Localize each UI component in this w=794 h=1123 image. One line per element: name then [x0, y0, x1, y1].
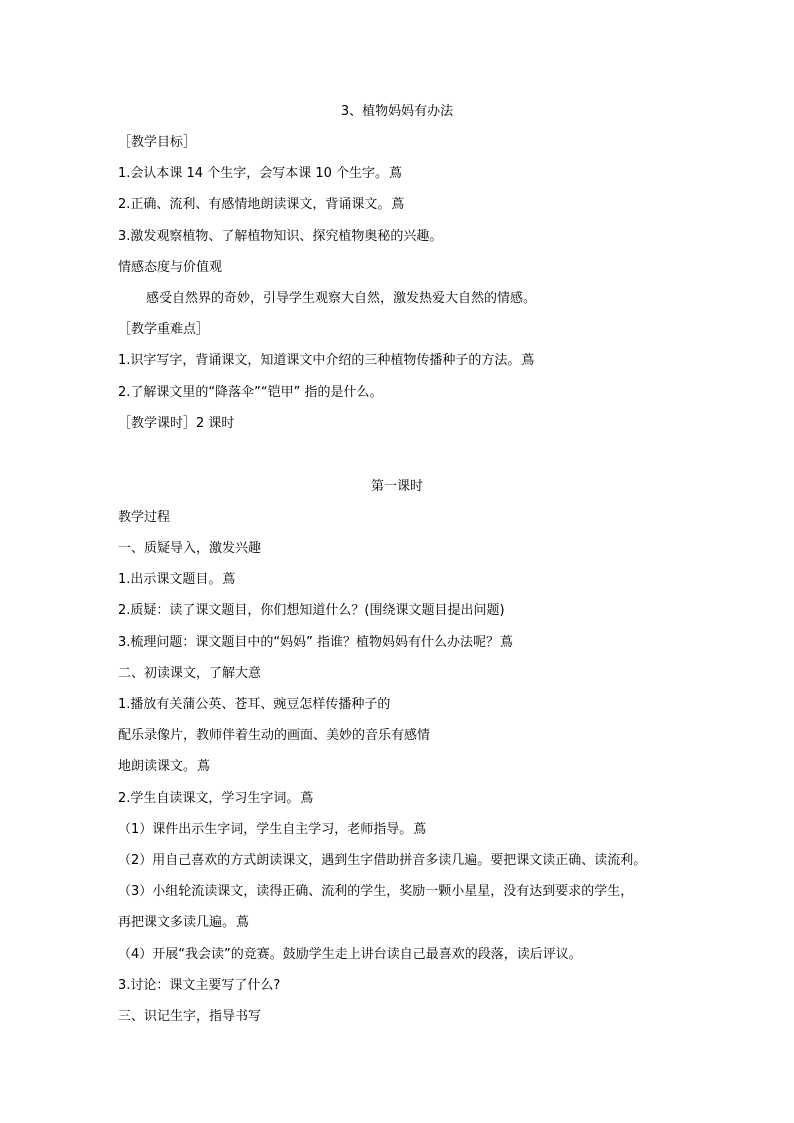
key-points-heading: ［教学重难点］ [118, 322, 210, 337]
section-item: 2.质疑：读了课文题目，你们想知道什么？(围绕课文题目提出问题) [118, 603, 505, 618]
sub-item: （4）开展“我会读”的竞赛。鼓励学生走上讲台读自己最喜欢的段落，读后评议。 [118, 947, 582, 962]
section-item-text: 2.学生自读课文，学习生字词。 [118, 791, 300, 806]
section-item-line [118, 759, 210, 775]
section-item-text: 地朗读课文。 [118, 759, 197, 774]
process-heading: 教学过程 [118, 510, 171, 525]
periods-line: ［教学课时］2 课时 [118, 416, 235, 431]
key-point-item [118, 353, 534, 369]
sub-item: （3）小组轮流读课文，读得正确、流利的学生，奖励一颗小星星，没有达到要求的学生， [118, 884, 634, 899]
mark-glyph: 蔦 [236, 915, 250, 930]
mark-glyph: 蔦 [300, 791, 314, 806]
objectives-heading: ［教学目标］ [118, 135, 197, 150]
section-item-text: 1.出示课文题目。 [118, 572, 222, 587]
key-point-text: 1.识字写字，背诵课文，知道课文中介绍的三种植物传播种子的方法。 [118, 353, 521, 368]
mark-glyph: 蔦 [197, 759, 211, 774]
values-text: 感受自然界的奇妙，引导学生观察大自然，激发热爱大自然的情感。 [146, 291, 537, 306]
objective-text: 1.会认本课 14 个生字，会写本课 10 个生字。 [118, 166, 389, 181]
objective-item: 3.激发观察植物、了解植物知识、探究植物奥秘的兴趣。 [118, 229, 443, 244]
section-item-text: 3.梳理问题：课文题目中的“妈妈” 指谁？植物妈妈有什么办法呢？ [118, 635, 500, 650]
sub-item-text: （1）课件出示生字词，学生自主学习，老师指导。 [118, 822, 413, 837]
key-point-item: 2.了解课文里的“降落伞”“铠甲” 指的是什么。 [118, 385, 383, 400]
section-heading: 一、质疑导入，激发兴趣 [118, 541, 262, 556]
section-heading: 二、初读课文，了解大意 [118, 666, 262, 681]
objective-item [118, 197, 404, 213]
sub-item: （2）用自己喜欢的方式朗读课文，遇到生字借助拼音多读几遍。要把课文读正确、读流利。 [118, 853, 647, 868]
sub-item-continuation [118, 915, 249, 931]
mark-glyph: 蔦 [500, 635, 514, 650]
section-item [118, 791, 313, 807]
document-title: 3、植物妈妈有办法 [340, 104, 454, 119]
section-heading: 三、识记生字，指导书写 [118, 1009, 262, 1024]
lesson-title: 第一课时 [370, 479, 423, 494]
mark-glyph: 蔦 [391, 197, 405, 212]
objective-item [118, 166, 402, 182]
objective-text: 2.正确、流利、有感情地朗读课文，背诵课文。 [118, 197, 391, 212]
mark-glyph: 蔦 [413, 822, 427, 837]
section-item-line: 1.播放有关蒲公英、苍耳、豌豆怎样传播种子的 [118, 697, 391, 712]
section-item-line: 配乐录像片，教师伴着生动的画面、美妙的音乐有感情 [118, 728, 431, 743]
section-item: 3.讨论：课文主要写了什么? [118, 978, 281, 993]
mark-glyph: 蔦 [521, 353, 535, 368]
values-heading: 情感态度与价值观 [118, 260, 223, 275]
mark-glyph: 蔦 [389, 166, 403, 181]
sub-item [118, 822, 426, 838]
section-item [118, 635, 513, 651]
mark-glyph: 蔦 [222, 572, 236, 587]
section-item [118, 572, 235, 588]
sub-item-text: 再把课文多读几遍。 [118, 915, 236, 930]
